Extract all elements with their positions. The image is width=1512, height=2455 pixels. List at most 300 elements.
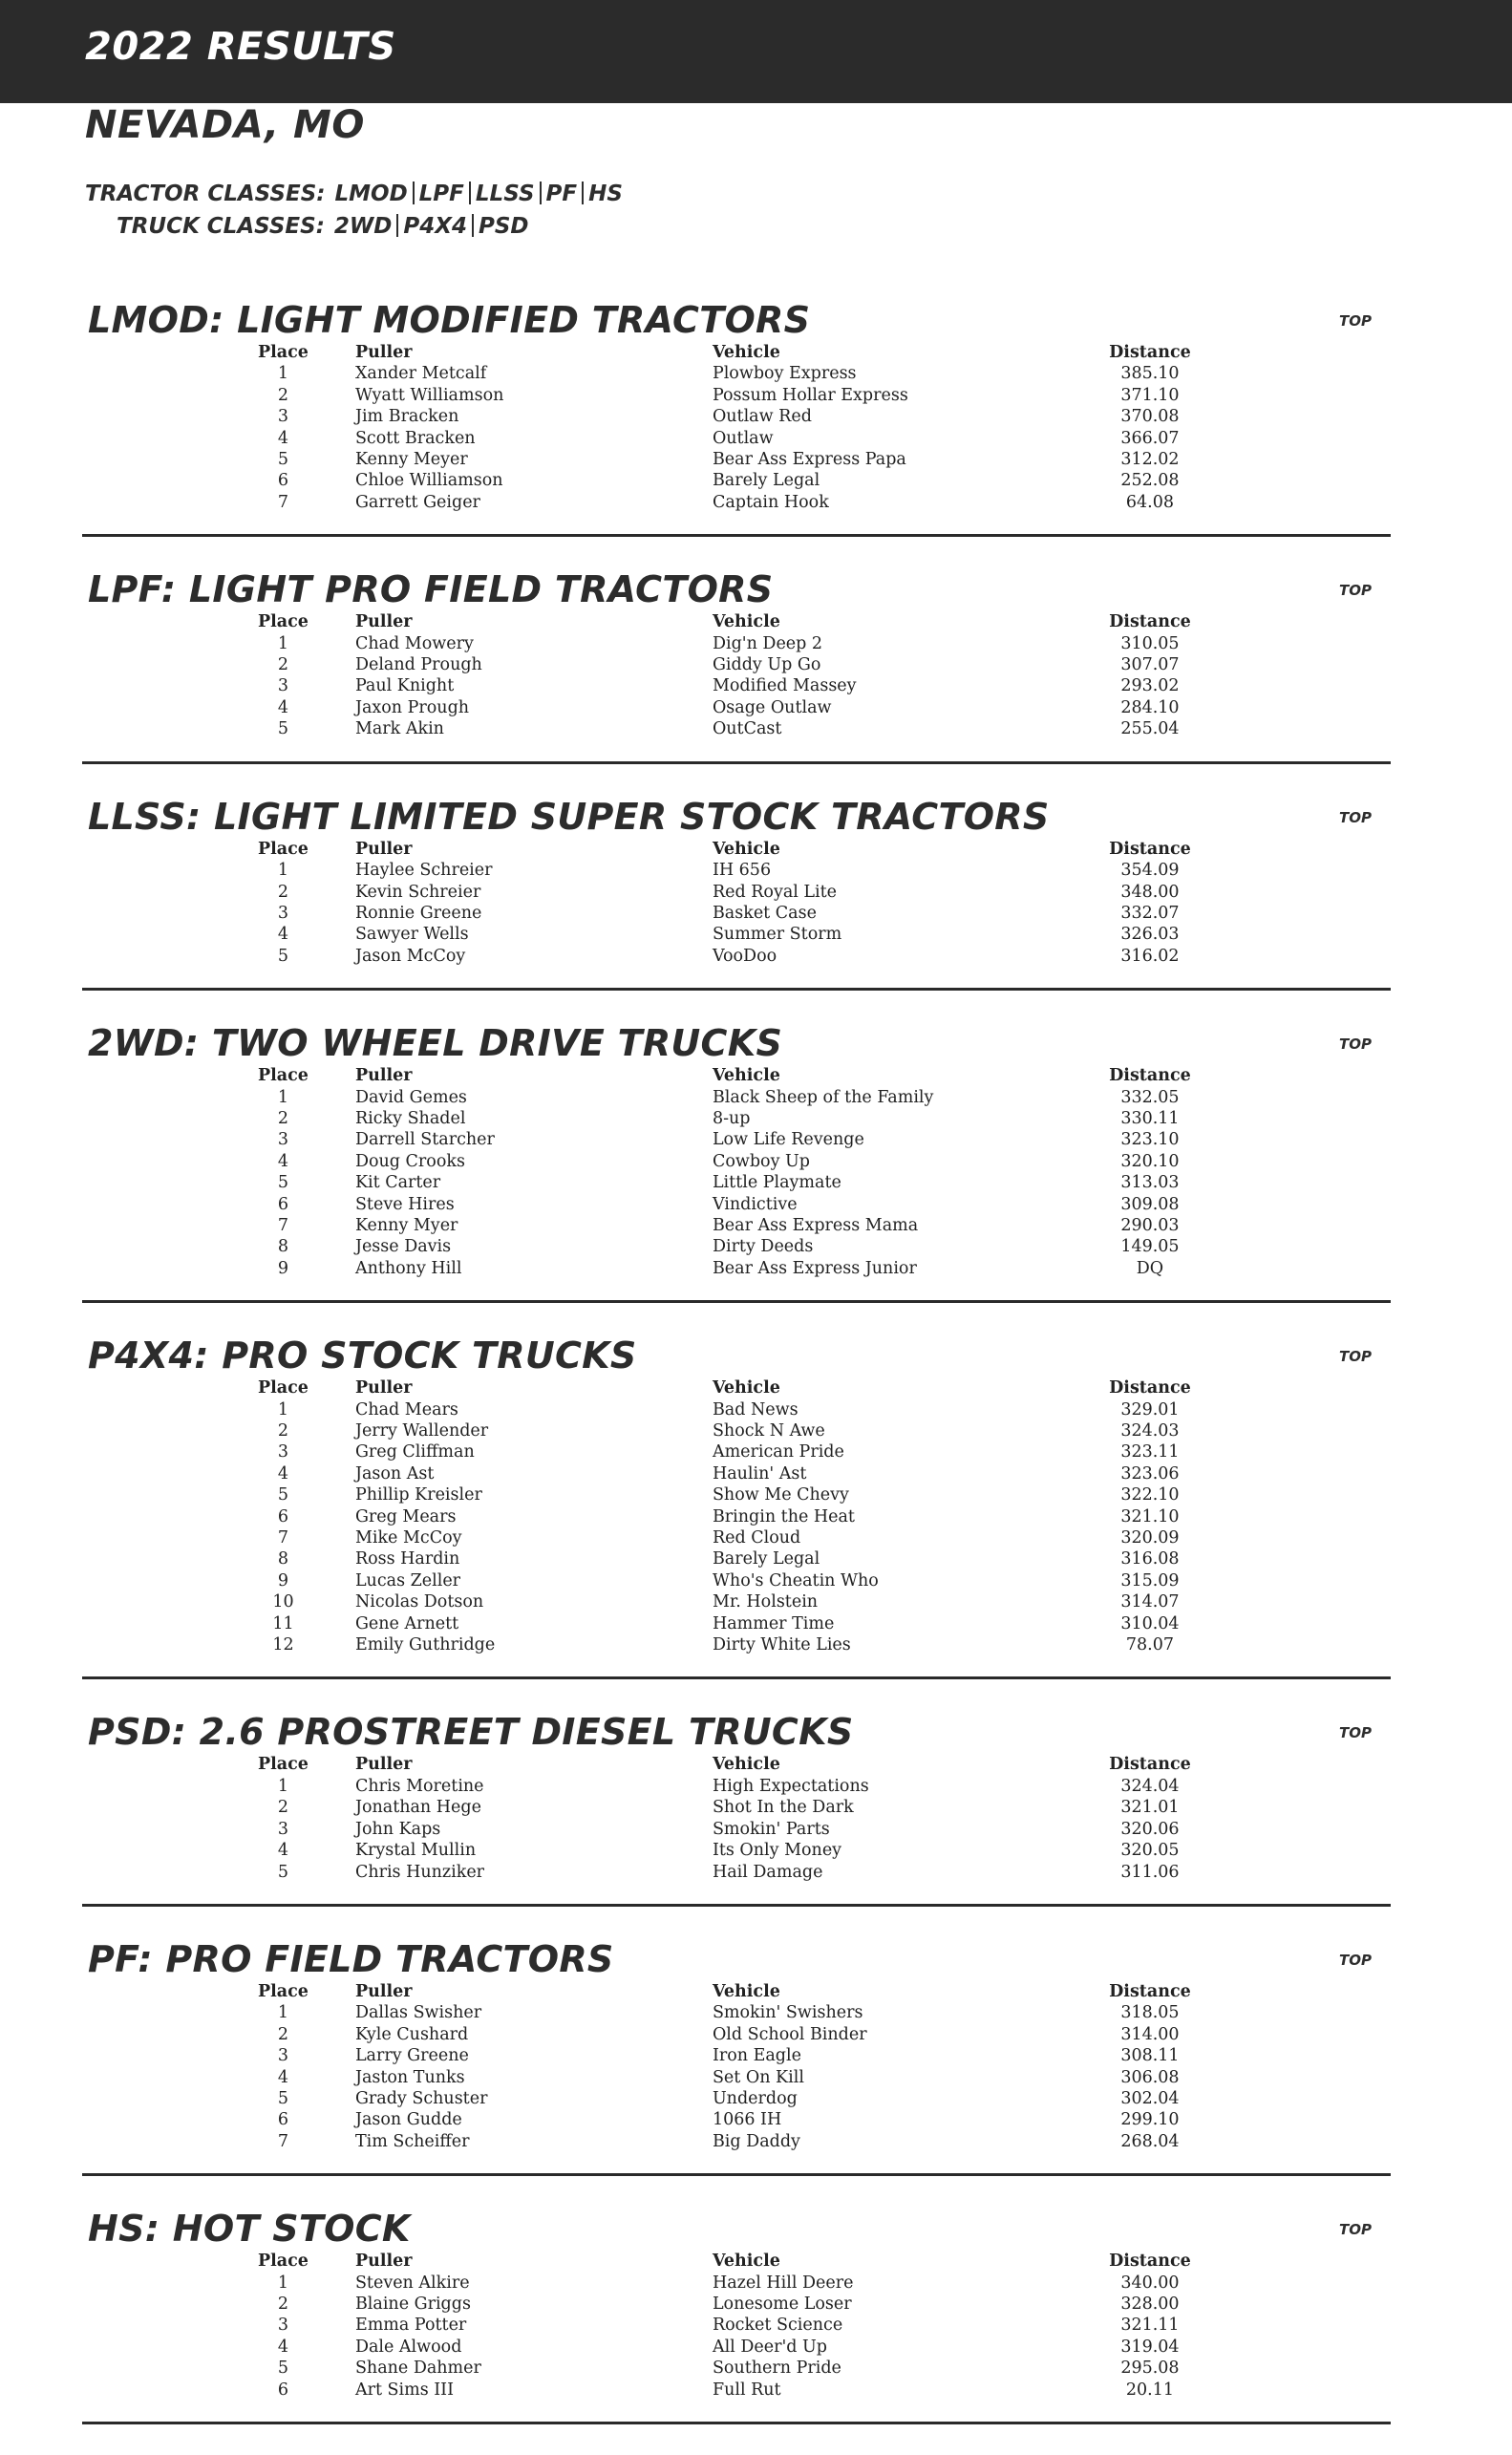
puller-cell: Doug Crooks [354,1151,465,1171]
table-row [258,1506,1192,1527]
place-cell: 3 [277,1442,289,1462]
table-row [258,406,1192,427]
table-row [258,697,1192,718]
column-header-vehicle: Vehicle [712,839,780,859]
table-header-row [258,839,1192,860]
top-link[interactable]: TOP [1339,312,1372,330]
results-table [258,342,1192,513]
column-spacer [309,654,355,675]
column-header-puller: Puller [354,1981,413,2001]
distance-cell: 324.04 [1120,1776,1180,1796]
results-table [258,1981,1192,2152]
distance-cell: 302.04 [1120,2088,1180,2108]
table-row [258,1776,1192,1797]
place-cell: 2 [277,1798,289,1818]
column-header-place: Place [258,1378,309,1398]
column-header-distance: Distance [1109,343,1191,362]
column-header-place: Place [258,839,309,859]
table-row [258,718,1192,739]
table-row [258,385,1192,406]
vehicle-cell: Bear Ass Express Papa [712,450,906,470]
place-cell: 5 [277,946,289,966]
column-header-distance: Distance [1109,1066,1191,1086]
vehicle-cell: Southern Pride [712,2359,841,2379]
column-header-vehicle: Vehicle [712,612,780,632]
vehicle-cell: Iron Eagle [712,2046,801,2066]
place-cell: 3 [277,1819,289,1839]
vehicle-cell: 1066 IH [712,2110,782,2130]
column-spacer [309,2380,355,2401]
distance-cell: 354.09 [1120,861,1180,881]
distance-cell: 314.00 [1120,2024,1180,2044]
puller-cell: Scott Bracken [354,428,476,448]
table-row [258,1258,1192,1279]
top-link[interactable]: TOP [1339,582,1372,600]
column-spacer [309,1776,355,1797]
column-spacer [309,2315,355,2336]
column-spacer [309,492,355,513]
column-spacer [309,1399,355,1420]
distance-cell: 306.08 [1120,2067,1180,2087]
distance-cell: 316.02 [1120,946,1180,966]
section-title: 2WD: TWO WHEEL DRIVE TRUCKS [88,1022,783,1065]
puller-cell: Kyle Cushard [354,2024,469,2044]
column-spacer [309,2067,355,2088]
distance-cell: 295.08 [1120,2359,1180,2379]
place-cell: 5 [277,1173,289,1193]
vehicle-cell: Dig'n Deep 2 [712,633,823,653]
table-row [258,633,1192,654]
column-spacer [309,1591,355,1612]
place-cell: 1 [277,1399,289,1420]
vehicle-cell: Captain Hook [712,492,829,512]
column-header-place: Place [258,1066,309,1086]
vehicle-cell: Vindictive [712,1194,798,1214]
puller-cell: Wyatt Williamson [354,385,504,405]
vehicle-cell: Its Only Money [712,1841,842,1861]
vehicle-cell: Bear Ass Express Mama [712,1215,919,1235]
tractor-classes-line [85,178,623,210]
column-spacer [309,1215,355,1236]
class-link-p4x4[interactable]: P4X4 [403,214,467,239]
table-header-row [258,2251,1192,2272]
column-spacer [309,1548,355,1569]
column-spacer [309,428,355,449]
results-table [258,1377,1192,1655]
column-spacer [309,2294,355,2315]
distance-cell: 318.05 [1120,2003,1180,2023]
distance-cell: 370.08 [1120,407,1180,427]
vehicle-cell: Possum Hollar Express [712,385,908,405]
puller-cell: Paul Knight [354,676,455,696]
puller-cell: Darrell Starcher [354,1130,495,1150]
truck-classes-label: TRUCK CLASSES: [117,214,325,239]
distance-cell: 320.06 [1120,1819,1180,1839]
vehicle-cell: Cowboy Up [712,1151,810,1171]
place-cell: 4 [277,2067,289,2087]
distance-cell: 324.03 [1120,1421,1180,1441]
place-cell: 4 [277,2337,289,2357]
top-link[interactable]: TOP [1339,1035,1372,1054]
puller-cell: Garrett Geiger [354,492,480,512]
distance-cell: 314.07 [1120,1592,1180,1612]
place-cell: 5 [277,2088,289,2108]
distance-cell: 310.04 [1120,1613,1180,1633]
class-separator [582,181,584,204]
place-cell: 4 [277,1841,289,1861]
table-row [258,2067,1192,2088]
puller-cell: Deland Prough [354,655,482,675]
distance-cell: 348.00 [1120,882,1180,902]
table-row [258,1108,1192,1129]
distance-cell: 315.09 [1120,1570,1180,1590]
place-cell: 1 [277,633,289,653]
puller-cell: Jason Gudde [354,2110,462,2130]
distance-cell: 330.11 [1120,1108,1180,1128]
puller-cell: Kenny Myer [354,1215,458,1235]
place-cell: 7 [277,2131,289,2151]
column-header-vehicle: Vehicle [712,1981,780,2001]
vehicle-cell: Dirty Deeds [712,1237,814,1257]
table-row [258,1236,1192,1257]
page-title: 2022 RESULTS [85,25,396,69]
puller-cell: Gene Arnett [354,1613,459,1633]
puller-cell: Nicolas Dotson [354,1592,484,1612]
place-cell: 4 [277,697,289,717]
table-row [258,2024,1192,2045]
column-spacer [309,718,355,739]
puller-cell: Jaston Tunks [354,2067,465,2087]
column-spacer [309,1819,355,1840]
distance-cell: 366.07 [1120,428,1180,448]
puller-cell: Chloe Williamson [354,471,503,491]
distance-cell: 328.00 [1120,2294,1180,2314]
results-table [258,2251,1192,2401]
distance-cell: 332.05 [1120,1087,1180,1107]
vehicle-cell: Smokin' Swishers [712,2003,863,2023]
table-row [258,654,1192,675]
vehicle-cell: Hammer Time [712,1613,835,1633]
table-row [258,1613,1192,1634]
place-cell: 2 [277,1108,289,1128]
column-spacer [309,1634,355,1655]
puller-cell: Dale Alwood [354,2337,462,2357]
column-header-vehicle: Vehicle [712,1378,780,1398]
vehicle-cell: Barely Legal [712,471,820,491]
top-link[interactable]: TOP [1339,1951,1372,1969]
table-header-row [258,611,1192,632]
section-title: HS: HOT STOCK [88,2208,411,2251]
table-row [258,1862,1192,1883]
column-header-distance: Distance [1109,612,1191,632]
top-link[interactable]: TOP [1339,1724,1372,1742]
table-row [258,1172,1192,1193]
column-header-puller: Puller [354,1755,413,1775]
class-separator [540,181,542,204]
puller-cell: Kevin Schreier [354,882,481,902]
place-cell: 10 [272,1592,294,1612]
column-spacer [309,1527,355,1548]
column-header-puller: Puller [354,839,413,859]
puller-cell: Lucas Zeller [354,1570,461,1590]
distance-cell: 371.10 [1120,385,1180,405]
column-header-place: Place [258,612,309,632]
vehicle-cell: IH 656 [712,861,772,881]
place-cell: 5 [277,2359,289,2379]
distance-cell: 78.07 [1125,1635,1174,1655]
table-row [258,1215,1192,1236]
distance-cell: 323.10 [1120,1130,1180,1150]
distance-cell: 332.07 [1120,903,1180,923]
column-header-distance: Distance [1109,839,1191,859]
puller-cell: Jason McCoy [354,946,466,966]
place-cell: 4 [277,1463,289,1484]
place-cell: 8 [277,1549,289,1569]
puller-cell: Haylee Schreier [354,861,493,881]
column-header-vehicle: Vehicle [712,1066,780,1086]
vehicle-cell: Plowboy Express [712,364,857,384]
column-spacer [309,1087,355,1108]
puller-cell: Jason Ast [354,1463,435,1484]
section-title: LPF: LIGHT PRO FIELD TRACTORS [88,568,774,611]
distance-cell: 385.10 [1120,364,1180,384]
puller-cell: Anthony Hill [354,1258,462,1278]
vehicle-cell: Hail Damage [712,1862,823,1882]
top-link[interactable]: TOP [1339,808,1372,826]
table-row [258,1634,1192,1655]
table-row [258,1548,1192,1569]
place-cell: 5 [277,450,289,470]
distance-cell: 323.06 [1120,1463,1180,1484]
vehicle-cell: Big Daddy [712,2131,800,2151]
vehicle-cell: High Expectations [712,1776,869,1796]
vehicle-cell: Osage Outlaw [712,697,832,717]
vehicle-cell: Outlaw [712,428,774,448]
vehicle-cell: Giddy Up Go [712,655,821,675]
column-spacer [309,882,355,903]
vehicle-cell: VooDoo [712,946,777,966]
header-bar [0,0,1512,103]
distance-cell: 299.10 [1120,2110,1180,2130]
distance-cell: 284.10 [1120,697,1180,717]
distance-cell: 320.05 [1120,1841,1180,1861]
vehicle-cell: Set On Kill [712,2067,804,2087]
distance-cell: 252.08 [1120,471,1180,491]
distance-cell: 310.05 [1120,633,1180,653]
vehicle-cell: Low Life Revenge [712,1130,864,1150]
vehicle-cell: Bringin the Heat [712,1506,855,1526]
distance-cell: 319.04 [1120,2337,1180,2357]
place-cell: 1 [277,861,289,881]
column-header-puller: Puller [354,343,413,362]
table-row [258,1527,1192,1548]
results-section [82,1021,1391,1303]
puller-cell: Chris Moretine [354,1776,484,1796]
class-link-llss[interactable]: LLSS [475,181,535,206]
distance-cell: 290.03 [1120,1215,1180,1235]
place-cell: 2 [277,655,289,675]
table-row [258,946,1192,967]
results-section [82,298,1391,537]
place-cell: 5 [277,719,289,739]
vehicle-cell: Underdog [712,2088,798,2108]
table-row [258,1570,1192,1591]
column-spacer [309,1754,355,1775]
results-section [82,1710,1391,1906]
distance-cell: 307.07 [1120,655,1180,675]
puller-cell: Greg Cliffman [354,1442,475,1462]
puller-cell: Kit Carter [354,1173,441,1193]
puller-cell: Kenny Meyer [354,450,468,470]
table-row [258,1087,1192,1108]
column-spacer [309,1194,355,1215]
vehicle-cell: Outlaw Red [712,407,812,427]
table-row [258,924,1192,945]
table-row [258,1463,1192,1484]
column-spacer [309,1484,355,1505]
puller-cell: Larry Greene [354,2046,469,2066]
column-spacer [309,1377,355,1398]
vehicle-cell: All Deer'd Up [712,2337,827,2357]
column-spacer [309,697,355,718]
section-title: PF: PRO FIELD TRACTORS [88,1937,614,1980]
vehicle-cell: Red Royal Lite [712,882,838,902]
table-row [258,882,1192,903]
class-link-lmod[interactable]: LMOD [334,181,408,206]
column-spacer [309,342,355,363]
table-row [258,675,1192,696]
puller-cell: Emma Potter [354,2316,467,2336]
top-link[interactable]: TOP [1339,1348,1372,1366]
column-spacer [309,1840,355,1861]
distance-cell: 340.00 [1120,2273,1180,2293]
table-row [258,860,1192,881]
table-row [258,2045,1192,2066]
results-table [258,1065,1192,1279]
place-cell: 6 [277,1194,289,1214]
vehicle-cell: Haulin' Ast [712,1463,807,1484]
place-cell: 6 [277,471,289,491]
column-spacer [309,903,355,924]
column-spacer [309,1441,355,1462]
table-row [258,1194,1192,1215]
column-spacer [309,675,355,696]
column-spacer [309,1129,355,1150]
place-cell: 1 [277,2003,289,2023]
puller-cell: Jaxon Prough [354,697,470,717]
puller-cell: Sawyer Wells [354,925,469,945]
distance-cell: 320.10 [1120,1151,1180,1171]
table-header-row [258,342,1192,363]
column-header-puller: Puller [354,1378,413,1398]
top-link[interactable]: TOP [1339,2221,1372,2239]
column-spacer [309,385,355,406]
vehicle-cell: Rocket Science [712,2316,843,2336]
column-spacer [309,2131,355,2152]
table-row [258,470,1192,491]
table-row [258,428,1192,449]
place-cell: 6 [277,1506,289,1526]
table-row [258,449,1192,470]
puller-cell: Jonathan Hege [354,1798,481,1818]
place-cell: 4 [277,1151,289,1171]
puller-cell: Shane Dahmer [354,2359,481,2379]
column-spacer [309,1570,355,1591]
table-row [258,2002,1192,2023]
vehicle-cell: OutCast [712,719,782,739]
column-spacer [309,2337,355,2358]
column-spacer [309,633,355,654]
place-cell: 2 [277,2294,289,2314]
table-row [258,1151,1192,1172]
results-table [258,1754,1192,1882]
column-header-puller: Puller [354,612,413,632]
column-spacer [309,2024,355,2045]
vehicle-cell: Lonesome Loser [712,2294,852,2314]
class-list [85,178,623,243]
distance-cell: 329.01 [1120,1399,1180,1420]
table-row [258,1129,1192,1150]
place-cell: 1 [277,1776,289,1796]
vehicle-cell: Shot In the Dark [712,1798,854,1818]
class-separator [469,181,471,204]
table-row [258,1819,1192,1840]
vehicle-cell: Bear Ass Express Junior [712,1258,917,1278]
distance-cell: 313.03 [1120,1173,1180,1193]
table-row [258,1441,1192,1462]
column-header-place: Place [258,1981,309,2001]
class-link-lpf[interactable]: LPF [418,181,464,206]
column-spacer [309,470,355,491]
class-separator [396,214,398,237]
section-title: PSD: 2.6 PROSTREET DIESEL TRUCKS [88,1711,854,1754]
vehicle-cell: Barely Legal [712,1549,820,1569]
column-spacer [309,860,355,881]
class-link-pf[interactable]: PF [545,181,578,206]
table-row [258,2358,1192,2379]
section-title: LLSS: LIGHT LIMITED SUPER STOCK TRACTORS [88,795,1050,838]
results-section [82,567,1391,763]
class-link-psd[interactable]: PSD [479,214,529,239]
distance-cell: 64.08 [1125,492,1174,512]
column-spacer [309,2251,355,2272]
place-cell: 7 [277,1215,289,1235]
class-link-2wd[interactable]: 2WD [333,214,393,239]
event-location: NEVADA, MO [85,103,365,147]
table-row [258,1420,1192,1441]
table-row [258,2273,1192,2294]
distance-cell: 322.10 [1120,1485,1180,1505]
table-row [258,1591,1192,1612]
puller-cell: Emily Guthridge [354,1635,496,1655]
place-cell: 11 [272,1613,294,1633]
column-spacer [309,924,355,945]
place-cell: 5 [277,1862,289,1882]
puller-cell: John Kaps [354,1819,441,1839]
vehicle-cell: 8-up [712,1108,751,1128]
puller-cell: Ricky Shadel [354,1108,466,1128]
place-cell: 3 [277,1130,289,1150]
place-cell: 2 [277,882,289,902]
distance-cell: 323.11 [1120,1442,1180,1462]
column-header-vehicle: Vehicle [712,1755,780,1775]
column-spacer [309,406,355,427]
vehicle-cell: Old School Binder [712,2024,867,2044]
place-cell: 1 [277,2273,289,2293]
place-cell: 2 [277,2024,289,2044]
class-link-hs[interactable]: HS [588,181,623,206]
vehicle-cell: Black Sheep of the Family [712,1087,934,1107]
